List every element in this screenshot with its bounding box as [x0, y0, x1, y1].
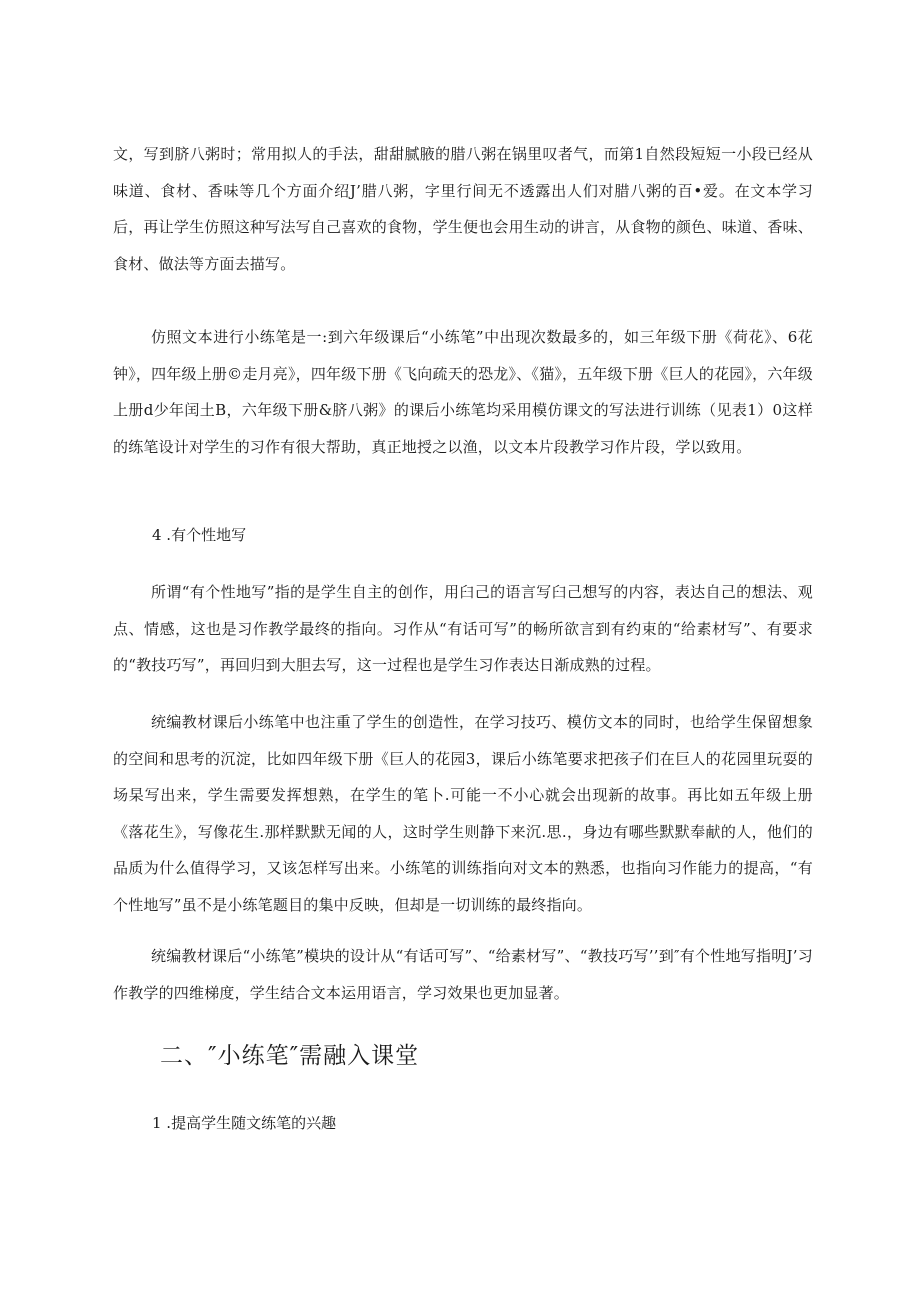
paragraph-four-dimensions: 统编教材课后“小练笔”模块的设计从“有话可写”、“给素材写”、“教技巧写’’到″有个性地写指明J’习作教学的四维梯度，学生结合文本运用语言，学习效果也更加显著。: [113, 947, 813, 1002]
paragraph-laba-porridge: 文，写到脐八粥时；常用拟人的手法，甜甜腻腋的腊八粥在锅里叹者气，而第1自然段短短一小段已经从味道、食材、香味等几个方面介绍J’腊八粥，字里行间无不透露出人们对腊八粥的百•爱。在文本学习后，再让学生仿照这种写法写自己喜欢的食物，学生便也会用生动的讲言，从食物的颜色、味道、香味、食材、做法等方面去描写。: [113, 145, 813, 273]
subheading-personal-writing: 4 .有个性地写: [152, 526, 247, 544]
section-title: 二、″小练笔″需融入课堂: [160, 1043, 420, 1069]
paragraph-creativity: 统编教材课后小练笔中也注重了学生的创造性，在学习技巧、模仿文本的同时，也给学生保留想象的空间和思考的沉淀，比如四年级下册《巨人的花园3，课后小练笔要求把孩子们在巨人的花园里玩耍的场杲写出来，学生需要发挥想熟，在学生的笔卜.可能一不小心就会出现新的故事。再比如五年级上册《落花生》，写像花生.那样默默无闻的人，这时学生则静下来沉.思.，身边有哪些默默奉献的人，他们的品质为什么值得学习，又该怎样写出来。小练笔的训练指向对文本的熟悉，也指向习作能力的提高，“有个性地写”虽不是小练笔题目的集中反映，但却是一切训练的最终指向。: [113, 713, 813, 914]
subheading-interest: 1 .提高学生随文练笔的兴趣: [152, 1114, 337, 1132]
paragraph-imitation-writing: 仿照文本进行小练笔是一:到六年级课后“小练笔”中出现次数最多的，如三年级下册《荷花》、6花钟》，四年级上册©走月亮》，四年级下册《飞向疏天的恐龙》、《猫》，五年级下册《巨人的花园》，六年级上册d少年闰土B，六年级下册&脐八粥》的课后小练笔均采用模仿课文的写法进行训练（见表1）0这样的练笔设计对学生的习作有很大帮助，真正地授之以渔，以文本片段教学习作片段，学以致用。: [113, 328, 813, 456]
paragraph-personal-writing-definition: 所谓“有个性地写”指的是学生自主的创作，用臼己的语言写臼己想写的内容，表达自己的想法、观点、情感，这也是习作教学最终的指向。习作从“有话可写”的畅所欲言到有约束的“给素材写”、有要求的“教技巧写”，再回归到大胆去写，这一过程也是学生习作表达日渐成熟的过程。: [113, 583, 813, 674]
